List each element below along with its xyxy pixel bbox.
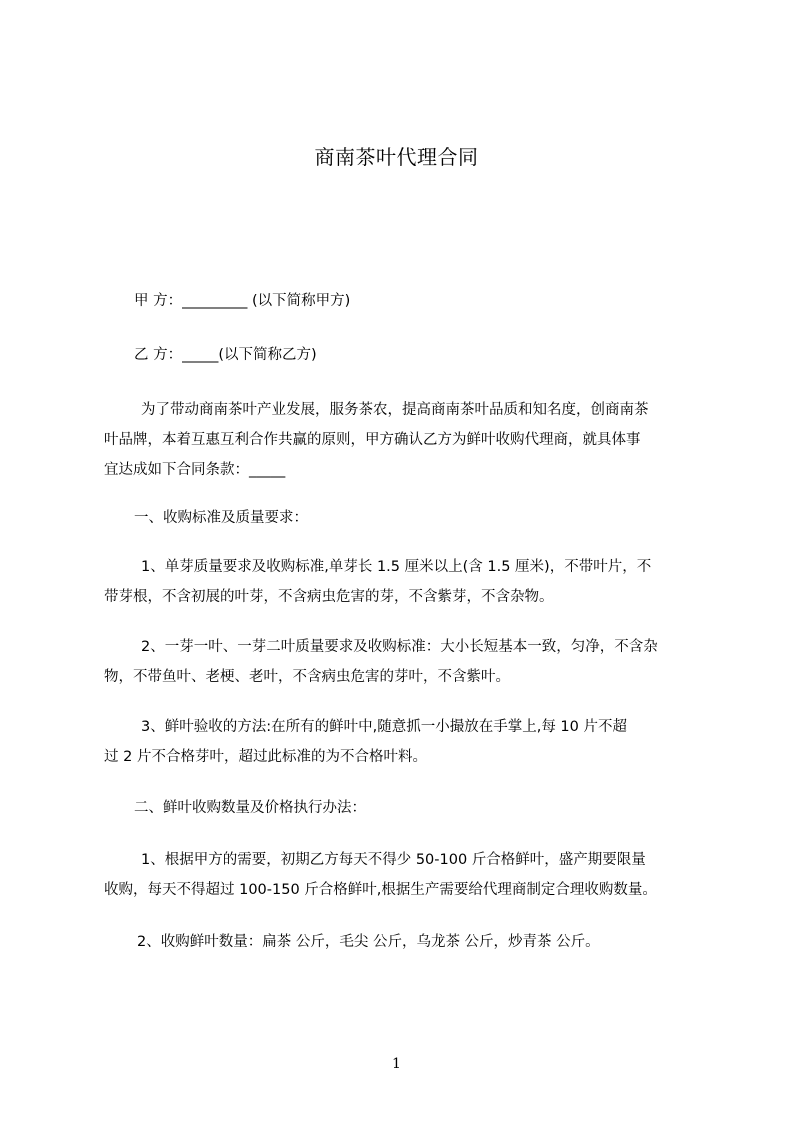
party-b-text: 乙 方：_____(以下简称乙方) (134, 347, 317, 363)
intro-line-1: 为了带动商南茶叶产业发展，服务茶农，提高商南茶叶品质和知名度，创商南茶 (141, 402, 649, 418)
section-2-heading (104, 793, 714, 823)
item-2-1-line-2: 收购，每天不得超过 100-150 斤合格鲜叶,根据生产需要给代理商制定合理收购数量。 (104, 882, 657, 898)
item-1-1-line-2: 带芽根，不含初展的叶芽，不含病虫危害的芽，不含紫芽，不含杂物。 (104, 589, 554, 605)
item-1-2-line-1: 2、一芽一叶、一芽二叶质量要求及收购标准：大小长短基本一致，匀净，不含杂 (141, 639, 658, 655)
item-1-3-line-2: 过 2 片不合格芽叶，超过此标准的为不合格叶料。 (104, 749, 427, 765)
page-number: 1 (392, 1056, 401, 1072)
item-1-3-line-1: 3、鲜叶验收的方法:在所有的鲜叶中,随意抓一小撮放在手掌上,每 10 片不超 (141, 719, 627, 735)
party-b-line (104, 340, 714, 370)
party-a-text: 甲 方：_________ (以下简称甲方) (134, 293, 351, 309)
intro-paragraph (104, 395, 714, 485)
intro-line-3: 宜达成如下合同条款：_____ (104, 462, 286, 478)
party-a-line (104, 286, 714, 316)
item-2-2 (104, 927, 714, 957)
section-1-heading-text: 一、收购标准及质量要求： (134, 510, 308, 526)
item-2-1-line-1: 1、根据甲方的需要，初期乙方每天不得少 50-100 斤合格鲜叶，盛产期要限量 (141, 852, 646, 868)
item-1-1 (104, 552, 714, 612)
intro-line-2: 叶品牌，本着互惠互利合作共赢的原则，甲方确认乙方为鲜叶收购代理商，就具体事 (104, 432, 641, 448)
item-1-1-line-1: 1、单芽质量要求及收购标准,单芽长 1.5 厘米以上(含 1.5 厘米)，不带叶片，不 (141, 559, 652, 575)
item-1-2-line-2: 物，不带鱼叶、老梗、老叶，不含病虫危害的芽叶，不含紫叶。 (104, 669, 510, 685)
item-2-1 (104, 845, 714, 905)
item-1-3 (104, 712, 714, 772)
item-2-2-text: 2、收购鲜叶数量：扁茶 公斤，毛尖 公斤，乌龙茶 公斤，炒青茶 公斤。 (137, 934, 600, 950)
item-1-2 (104, 632, 714, 692)
document-title: 商南茶叶代理合同 (314, 145, 479, 169)
section-1-heading (104, 503, 714, 533)
section-2-heading-text: 二、鲜叶收购数量及价格执行办法： (134, 800, 366, 816)
